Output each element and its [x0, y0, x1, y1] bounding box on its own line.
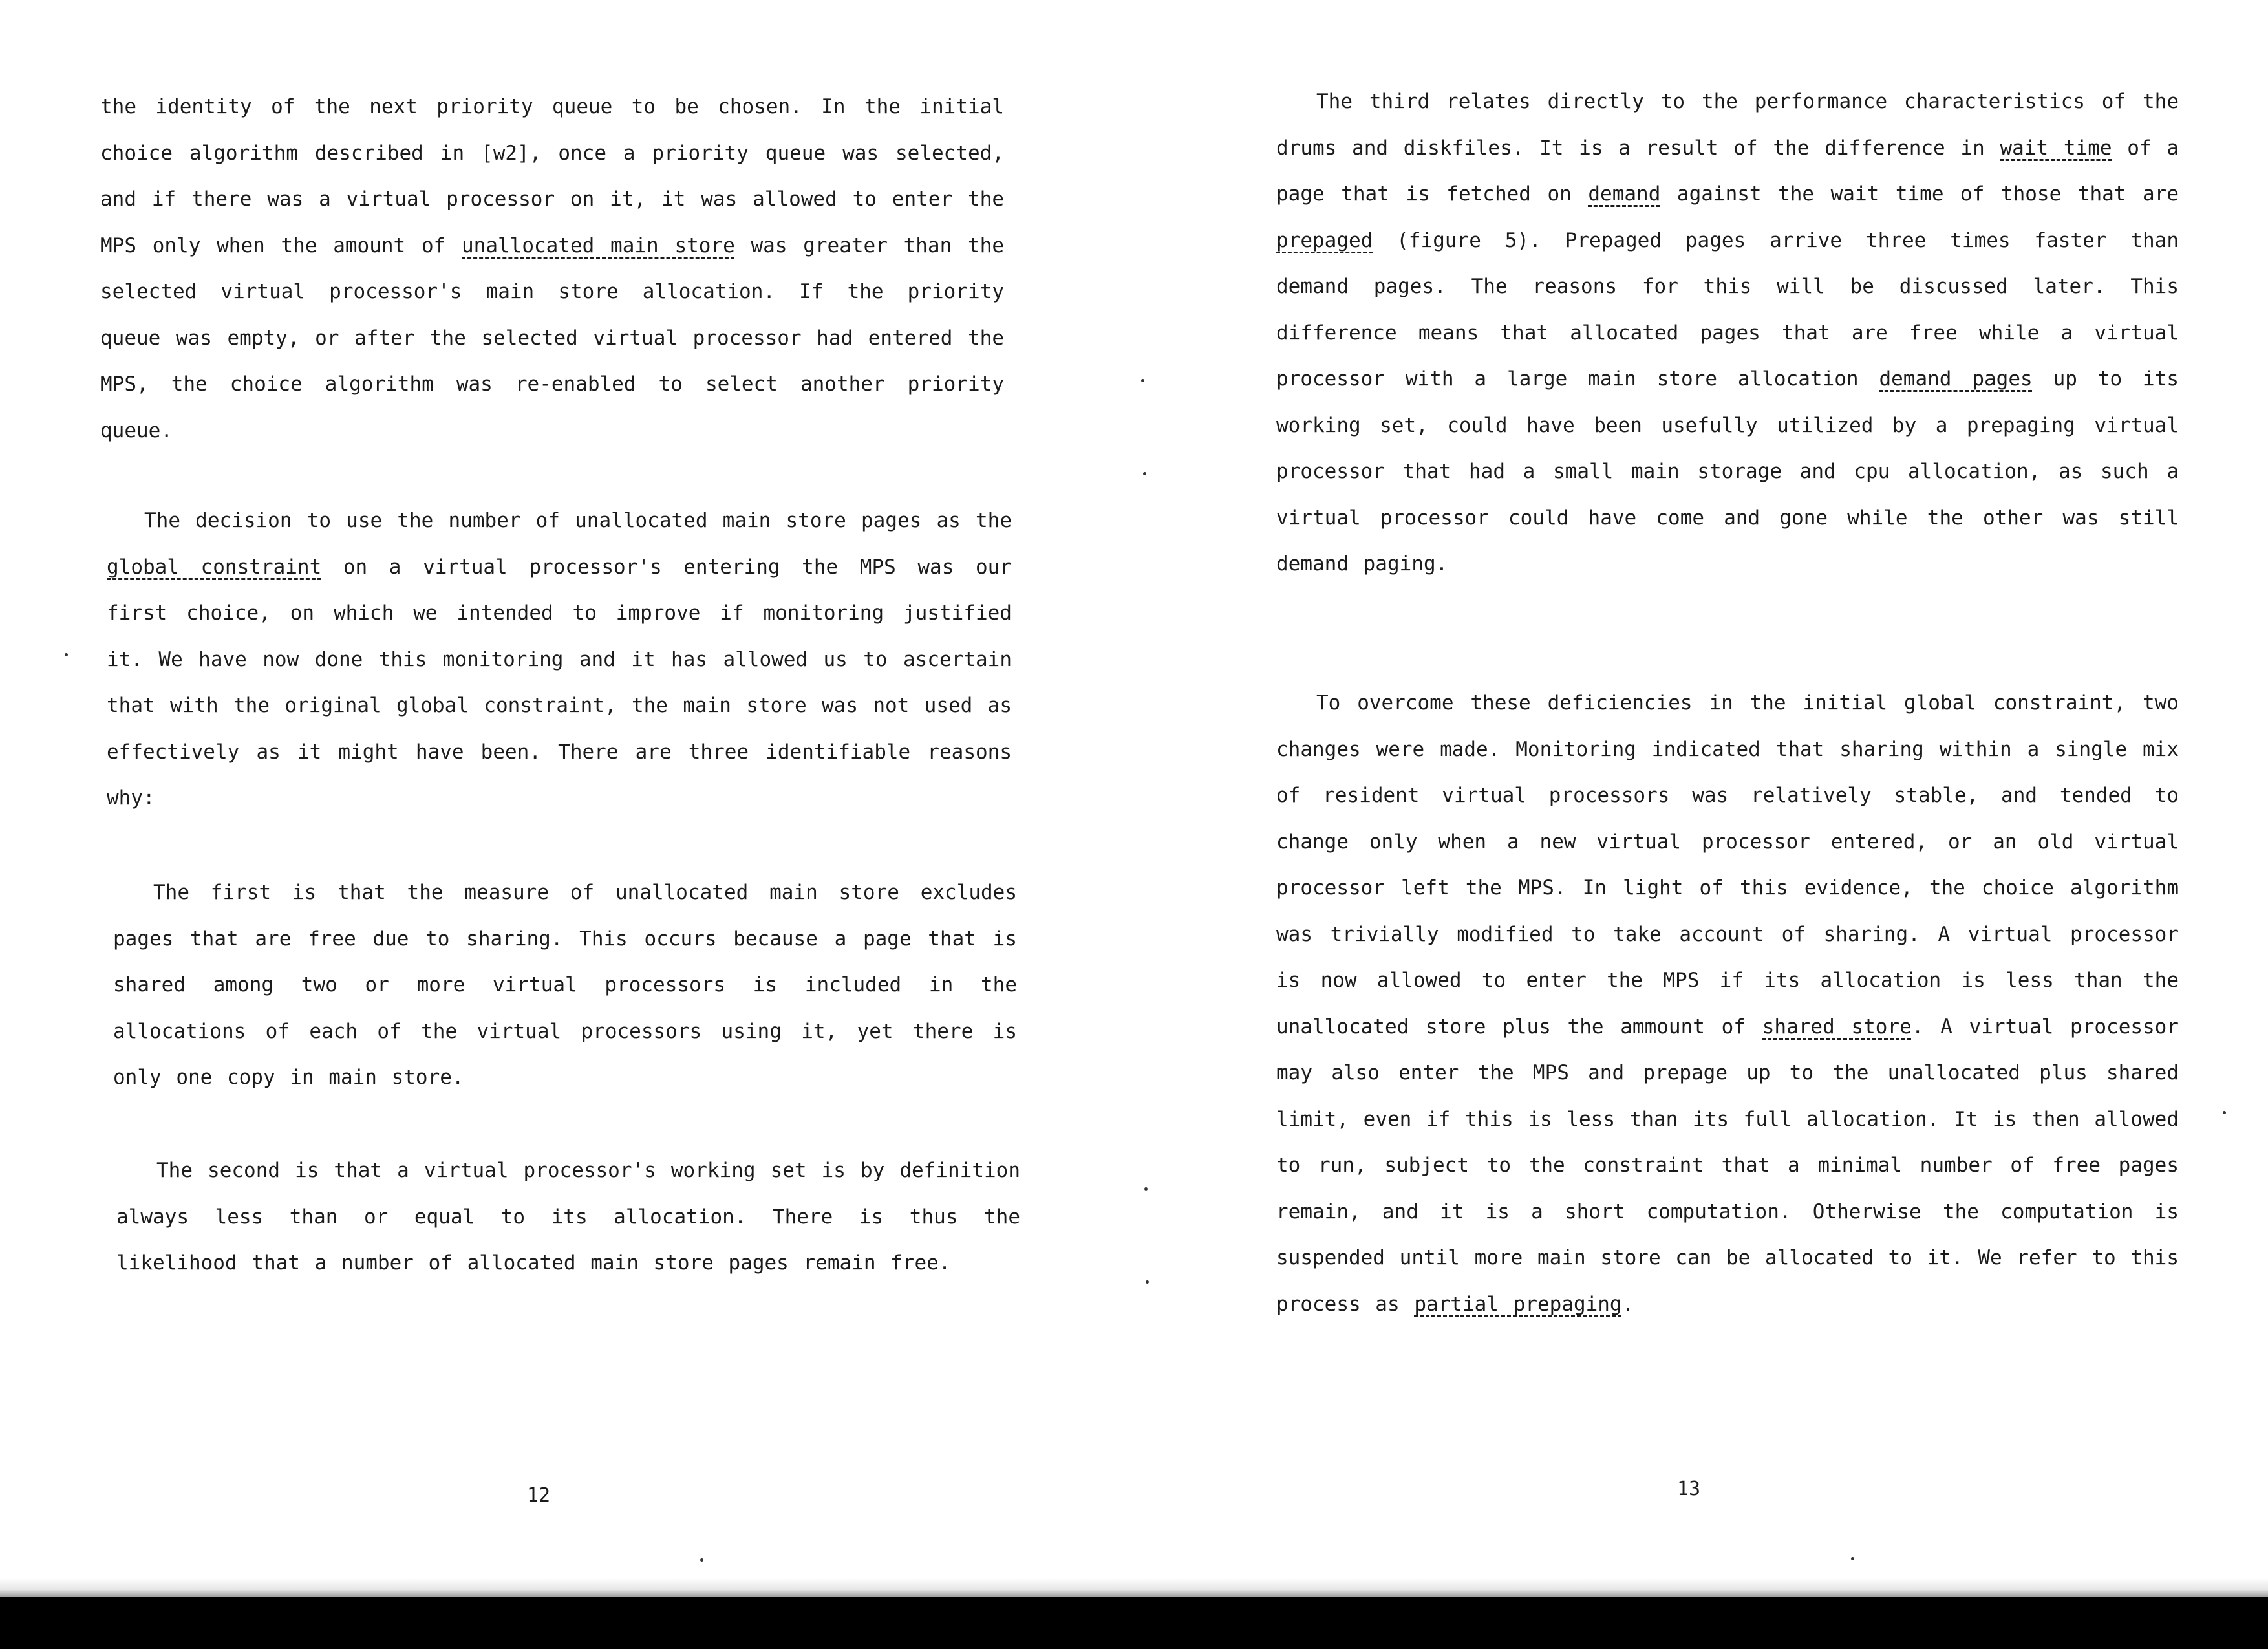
- right-paragraph: [1276, 680, 2179, 1328]
- text-run: To overcome these deficiencies in the initial global constraint, two changes were made. Monitoring indicated that sharing within a single mix of resident virtual processors was relatively stable, and tended to change only when a new virtual processor entered, or an old virtual processor left the MPS. In light of this evidence, the choice algorithm was trivially modified to take account of sharing. A virtual processor is now allowed to enter the MPS if its allocation is less than the unallocated store plus the ammount of: [1276, 691, 2179, 1039]
- text-run: The second is that a virtual processor's working set is by definition always less than or equal to its allocation. There is thus the likelihood that a number of allocated main store pages remain free.: [116, 1159, 1020, 1275]
- left-paragraph: [107, 498, 1012, 822]
- page-number: 12: [527, 1484, 551, 1507]
- underlined-term: prepaged: [1276, 228, 1373, 252]
- text-run: against the wait time of those that are: [1660, 182, 2179, 206]
- text-run: the identity of the next priority queue to be chosen. In the initial choice algorithm described in [w2], once a priority queue was selected, and if there was a virtual processor on it, it was allowed to enter the MPS only when the amount of: [100, 95, 1004, 257]
- text-run: The third relates directly to the performance characteristics of the drums and diskfiles. It is a result of the difference in: [1276, 90, 2179, 160]
- left-page: [0, 0, 1134, 1597]
- right-paragraph: [1276, 79, 2179, 588]
- left-paragraph: [113, 870, 1017, 1101]
- text-run: (figure 5). Prepaged pages arrive three times faster than demand pages. The reasons for this will be discussed later. This difference means that allocated pages that are free while a virtual processor with a large main store allocation: [1276, 228, 2179, 391]
- text-run: . A virtual processor may also enter the MPS and prepage up to the unallocated plus shared limit, even if this is less than its full allocation. It is then allowed to run, subject to the constraint that a minimal number of free pages remain, and it is a short computation. Otherwise the computation is suspended until more main store can be allocated to it. We refer to this process as: [1276, 1015, 2179, 1316]
- underlined-term: shared store: [1762, 1015, 1912, 1039]
- scan-speck: [1143, 472, 1146, 475]
- page-bottom-edge: [0, 1578, 2268, 1597]
- scan-speck: [700, 1558, 703, 1562]
- scan-speck: [1144, 1187, 1148, 1191]
- text-run: The decision to use the number of unallocated main store pages as the: [144, 509, 1012, 532]
- underlined-term: demand: [1588, 182, 1661, 206]
- underlined-term: unallocated main store: [462, 233, 735, 257]
- text-run: of a page that is fetched on: [1276, 136, 2179, 206]
- text-run: was greater than the selected virtual processor's main store allocation. If the priority queue was empty, or after the selected virtual processor had entered the MPS, the choice algorithm was re-enabled to select another priority queue.: [100, 233, 1004, 442]
- underlined-term: demand pages: [1879, 367, 2033, 391]
- left-paragraph: [100, 84, 1004, 454]
- underlined-term: global constraint: [107, 555, 322, 579]
- scan-speck: [65, 653, 68, 656]
- text-run: The first is that the measure of unallocated main store excludes pages that are free due to sharing. This occurs because a page that is shared among two or more virtual processors is included in the allocations of each of the virtual processors using it, yet there is only one copy in main store.: [113, 881, 1017, 1089]
- scan-speck: [2223, 1111, 2226, 1114]
- scan-speck: [1851, 1557, 1854, 1560]
- page-number: 13: [1677, 1478, 1701, 1500]
- underlined-term: wait time: [2000, 136, 2112, 160]
- text-run: on a virtual processor's entering the MPS was our first choice, on which we intended to improve if monitoring justified it. We have now done this monitoring and it has allowed us to ascertain that with the original global constraint, the main store was not used as effectively as it might have been. There are three identifiable reasons why:: [107, 555, 1012, 810]
- text-run: .: [1621, 1292, 1634, 1316]
- underlined-term: partial prepaging: [1414, 1292, 1622, 1316]
- scan-speck: [1146, 1280, 1149, 1284]
- text-run: up to its working set, could have been usefully utilized by a prepaging virtual processor that had a small main storage and cpu allocation, as such a virtual processor could have come and gone while the other was still demand paging.: [1276, 367, 2179, 576]
- scan-speck: [1141, 379, 1144, 382]
- left-paragraph: [116, 1148, 1020, 1287]
- right-page: [1134, 0, 2268, 1597]
